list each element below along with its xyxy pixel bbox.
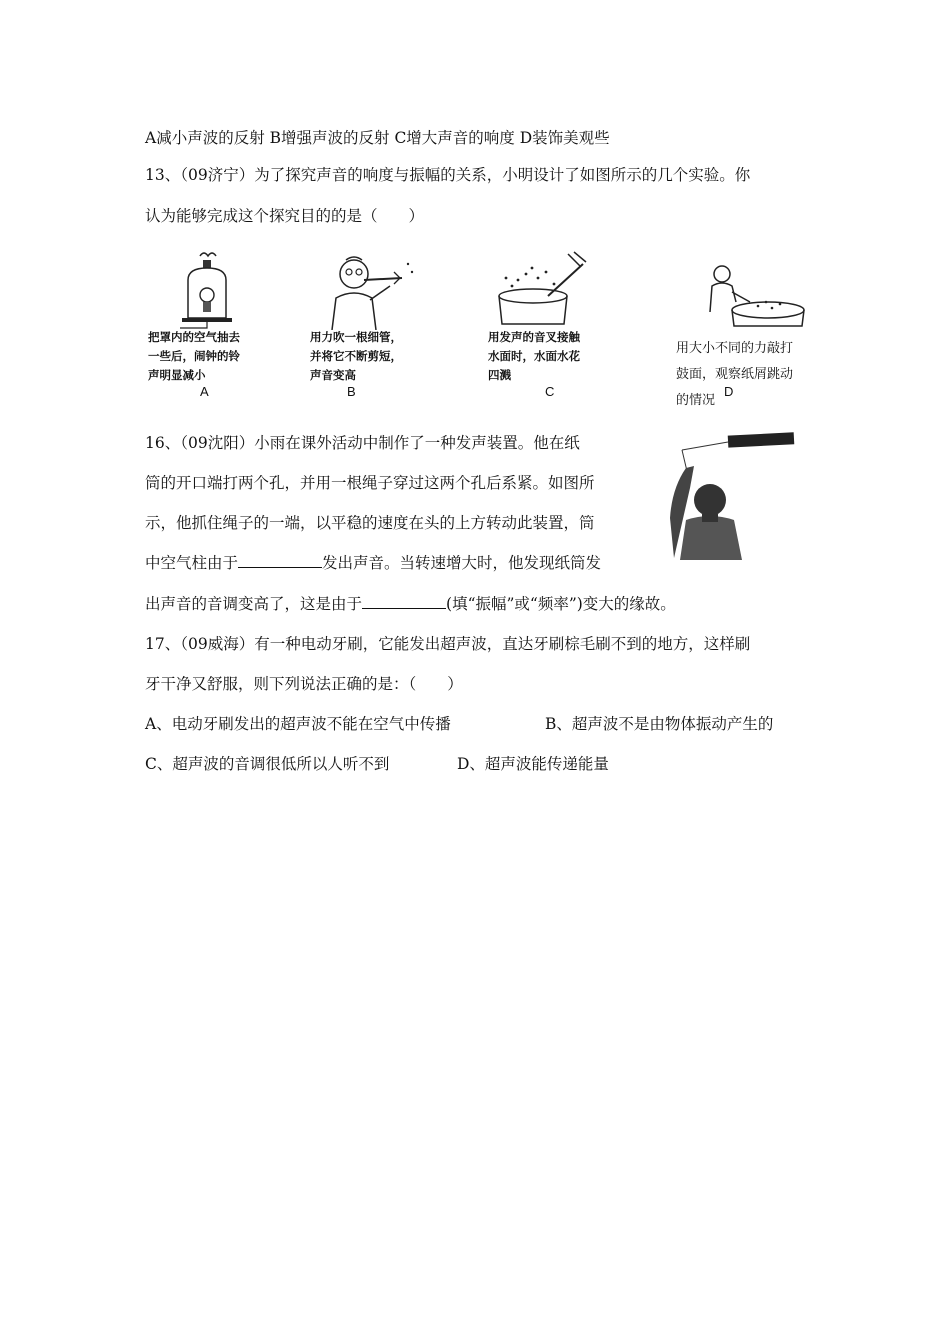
question-13-text-line1: 13、（09济宁）为了探究声音的响度与振幅的关系，小明设计了如图所示的几个实验。你 [145, 166, 751, 184]
question-17-option-c: C、超声波的音调很低所以人听不到 [145, 755, 390, 773]
answer-blank-2[interactable] [362, 594, 446, 609]
figure-d-label: D [724, 384, 734, 399]
question-16-text-line3: 示，他抓住绳子的一端，以平稳的速度在头的上方转动此装置，筒 [145, 514, 595, 532]
question-17-option-d: D、超声波能传递能量 [457, 755, 609, 773]
question-17-option-b: B、超声波不是由物体振动产生的 [545, 715, 774, 733]
tuning-fork-water-figure [488, 250, 603, 330]
question-16-text-line1: 16、（09沈阳）小雨在课外活动中制作了一种发声装置。他在纸 [145, 434, 580, 452]
figure-c-label: C [545, 384, 555, 399]
question-16-text-line2: 筒的开口端打两个孔，并用一根绳子穿过这两个孔后系紧。如图所 [145, 474, 595, 492]
drum-figure [680, 262, 810, 328]
figure-a-label: A [200, 384, 209, 399]
figure-a-caption: 把罩内的空气抽去 一些后，闹钟的铃 声明显减小 [148, 330, 240, 382]
question-17-text-line2: 牙干净又舒服，则下列说法正确的是：（ ） [145, 675, 463, 693]
figure-c-caption: 用发声的音叉接触 水面时，水面水花 四溅 [488, 330, 580, 382]
question-13-text-line2: 认为能够完成这个探究目的的是（ ） [145, 207, 425, 225]
question-16-text-line5: 出声音的音调变高了，这是由于 (填“振幅”或“频率”)变大的缘故。 [145, 595, 676, 613]
question-17-text-line1: 17、（09威海）有一种电动牙刷，它能发出超声波，直达牙刷棕毛刷不到的地方，这样刷 [145, 635, 751, 653]
man-blowing-tube-figure [320, 248, 420, 330]
figure-d-caption: 用大小不同的力敲打 鼓面，观察纸屑跳动 的情况 [676, 341, 794, 408]
figure-b-label: B [347, 384, 356, 399]
question-12-options: A减小声波的反射 B增强声波的反射 C增大声音的响度 D装饰美观些 [145, 129, 610, 147]
answer-blank-1[interactable] [238, 553, 322, 568]
question-16-text-line4: 中空气柱由于 发出声音。当转速增大时，他发现纸筒发 [145, 554, 602, 572]
boy-swinging-tube-figure [660, 428, 800, 560]
question-17-option-a: A、电动牙刷发出的超声波不能在空气中传播 [145, 715, 451, 733]
bell-jar-figure [170, 250, 240, 330]
figure-b-caption: 用力吹一根细管， 并将它不断剪短， 声音变高 [310, 330, 402, 382]
